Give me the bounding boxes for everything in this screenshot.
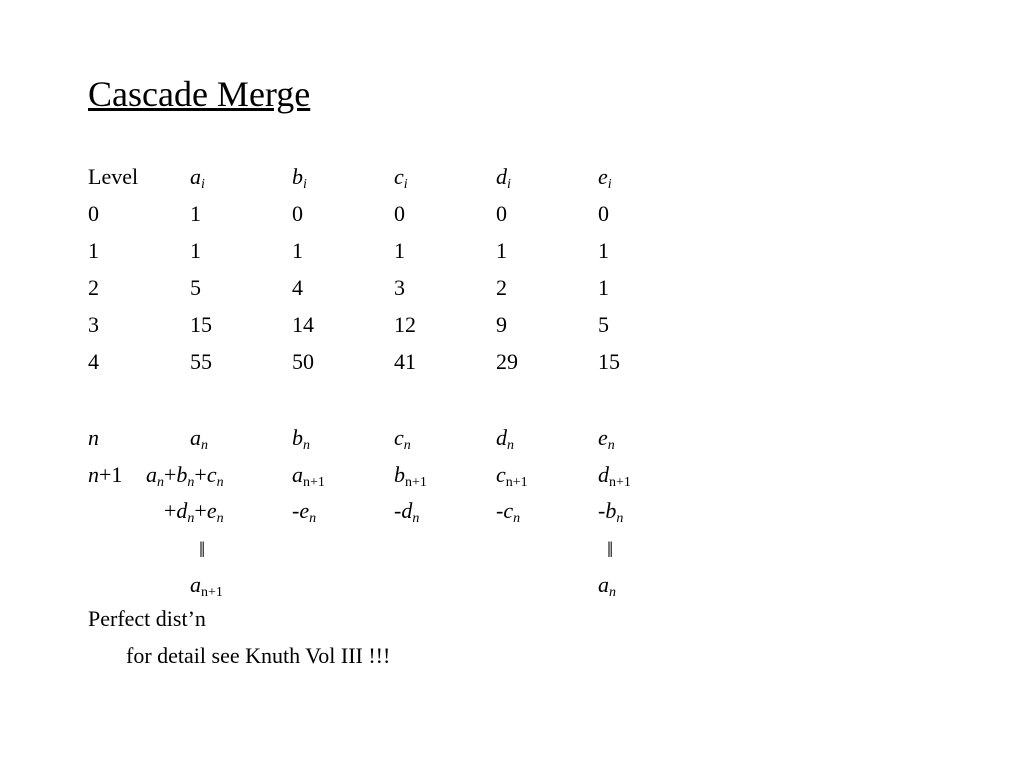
row-3-c: 12 xyxy=(394,312,416,337)
row-3-b: 14 xyxy=(292,312,314,337)
row-0-b: 0 xyxy=(292,201,303,226)
recurrence-minus-e-n: $-e_n$ xyxy=(292,498,317,526)
recurrence-minus-d-n: $-d_n$ xyxy=(394,498,420,526)
recurrence-a-cont: $+d_n+e_n$ xyxy=(164,498,224,526)
row-2-b: 4 xyxy=(292,275,303,300)
recurrence-c-n: $c_n$ xyxy=(394,425,411,453)
recurrence-b-n1: $b_{n+1}$ xyxy=(394,462,427,490)
row-3-a: 15 xyxy=(190,312,212,337)
recurrence-n-label: n xyxy=(88,425,99,450)
row-0-c: 0 xyxy=(394,201,405,226)
header-d: $d_i$ xyxy=(496,164,511,192)
row-2-a: 5 xyxy=(190,275,201,300)
row-0-e: 0 xyxy=(598,201,609,226)
recurrence-minus-c-n: $-c_n$ xyxy=(496,498,521,526)
recurrence-minus-b-n: $-b_n$ xyxy=(598,498,624,526)
slide-title: Cascade Merge xyxy=(88,74,311,114)
row-0-level: 0 xyxy=(88,201,99,226)
row-3-e: 5 xyxy=(598,312,609,337)
row-4-d: 29 xyxy=(496,349,518,374)
recurrence-b-n: $b_n$ xyxy=(292,425,310,453)
note-knuth-reference: for detail see Knuth Vol III !!! xyxy=(126,643,391,668)
recurrence-n1-label: n+1 xyxy=(88,462,123,487)
parallel-symbol-right: ‖ xyxy=(607,537,614,562)
row-4-b: 50 xyxy=(292,349,314,374)
row-1-e: 1 xyxy=(598,238,609,263)
row-2-e: 1 xyxy=(598,275,609,300)
row-2-d: 2 xyxy=(496,275,507,300)
row-2-level: 2 xyxy=(88,275,99,300)
recurrence-c-n1: $c_{n+1}$ xyxy=(496,462,528,490)
row-4-e: 15 xyxy=(598,349,620,374)
header-e: $e_i$ xyxy=(598,164,612,192)
row-1-d: 1 xyxy=(496,238,507,263)
header-level: Level xyxy=(88,164,139,189)
parallel-symbol-left: ‖ xyxy=(199,537,206,562)
header-c: $c_i$ xyxy=(394,164,408,192)
row-4-a: 55 xyxy=(190,349,212,374)
recurrence-e-n: $e_n$ xyxy=(598,425,615,453)
recurrence-a-n: $a_n$ xyxy=(190,425,208,453)
header-a: $a_i$ xyxy=(190,164,205,192)
row-1-c: 1 xyxy=(394,238,405,263)
row-0-d: 0 xyxy=(496,201,507,226)
note-perfect-distribution: Perfect dist’n xyxy=(88,606,206,631)
recurrence-a-n1: $a_{n+1}$ xyxy=(292,462,325,490)
header-b: $b_i$ xyxy=(292,164,307,192)
row-1-a: 1 xyxy=(190,238,201,263)
row-0-a: 1 xyxy=(190,201,201,226)
row-3-level: 3 xyxy=(88,312,99,337)
recurrence-d-n: $d_n$ xyxy=(496,425,514,453)
recurrence-d-n1: $d_{n+1}$ xyxy=(598,462,631,490)
equality-a-n1: $a_{n+1}$ xyxy=(190,572,223,600)
row-4-c: 41 xyxy=(394,349,416,374)
row-1-b: 1 xyxy=(292,238,303,263)
equality-a-n: $a_n$ xyxy=(598,572,616,600)
row-1-level: 1 xyxy=(88,238,99,263)
row-2-c: 3 xyxy=(394,275,405,300)
row-3-d: 9 xyxy=(496,312,507,337)
recurrence-a-n1-sum: $a_n+b_n+c_n$ xyxy=(146,462,224,490)
row-4-level: 4 xyxy=(88,349,99,374)
